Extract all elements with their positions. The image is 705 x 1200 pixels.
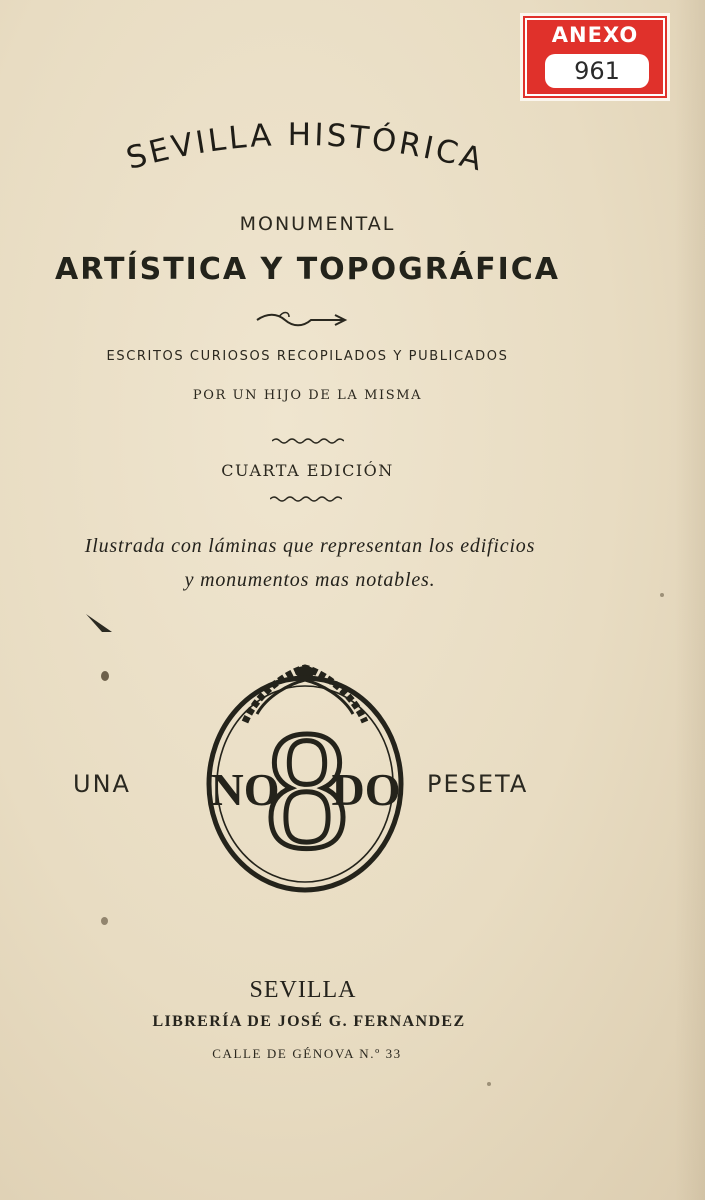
illustrations-line-1: Ilustrada con láminas que representan los edificios [84,535,536,557]
imprint-address: CALLE DE GÉNOVA N.º 33 [212,1046,402,1061]
wave-divider-icon [272,436,344,446]
edition-label: CUARTA EDICIÓN [221,461,394,480]
ornament-divider-icon [255,309,350,331]
description-line-1: ESCRITOS CURIOSOS RECOPILADOS Y PUBLICADOS [106,349,509,364]
emblem-skein: 8 [264,696,350,884]
ink-mark-icon [84,612,116,636]
paper-speck [101,671,109,681]
emblem-do: DO [331,764,401,815]
no8do-emblem-icon [205,662,405,902]
page-edge-shadow [675,0,705,1200]
paper-speck [101,917,108,925]
description-line-2: POR UN HIJO DE LA MISMA [192,388,423,403]
subtitle-monumental: MONUMENTAL [239,213,396,235]
stamp-number: 961 [545,54,649,88]
main-title [60,110,560,210]
price-una: UNA [73,770,131,798]
paper-speck [660,593,664,597]
price-peseta: PESETA [427,770,529,798]
stamp-label: ANEXO [551,23,639,47]
subtitle-artistica: ARTÍSTICA Y TOPOGRÁFICA [55,252,560,287]
wave-divider-icon [270,494,342,504]
imprint-city: SEVILLA [249,977,357,1003]
emblem-no: NO [210,764,280,815]
archive-stamp [520,13,670,101]
illustrations-line-2: y monumentos mas notables. [184,569,436,591]
svg-text:SEVILLA HISTÓRICA [123,117,489,179]
paper-speck [487,1082,491,1086]
stamp-frame [525,18,665,96]
main-title-text: SEVILLA HISTÓRICA [122,116,489,179]
imprint-publisher: LIBRERÍA DE JOSÉ G. FERNANDEZ [152,1013,466,1030]
